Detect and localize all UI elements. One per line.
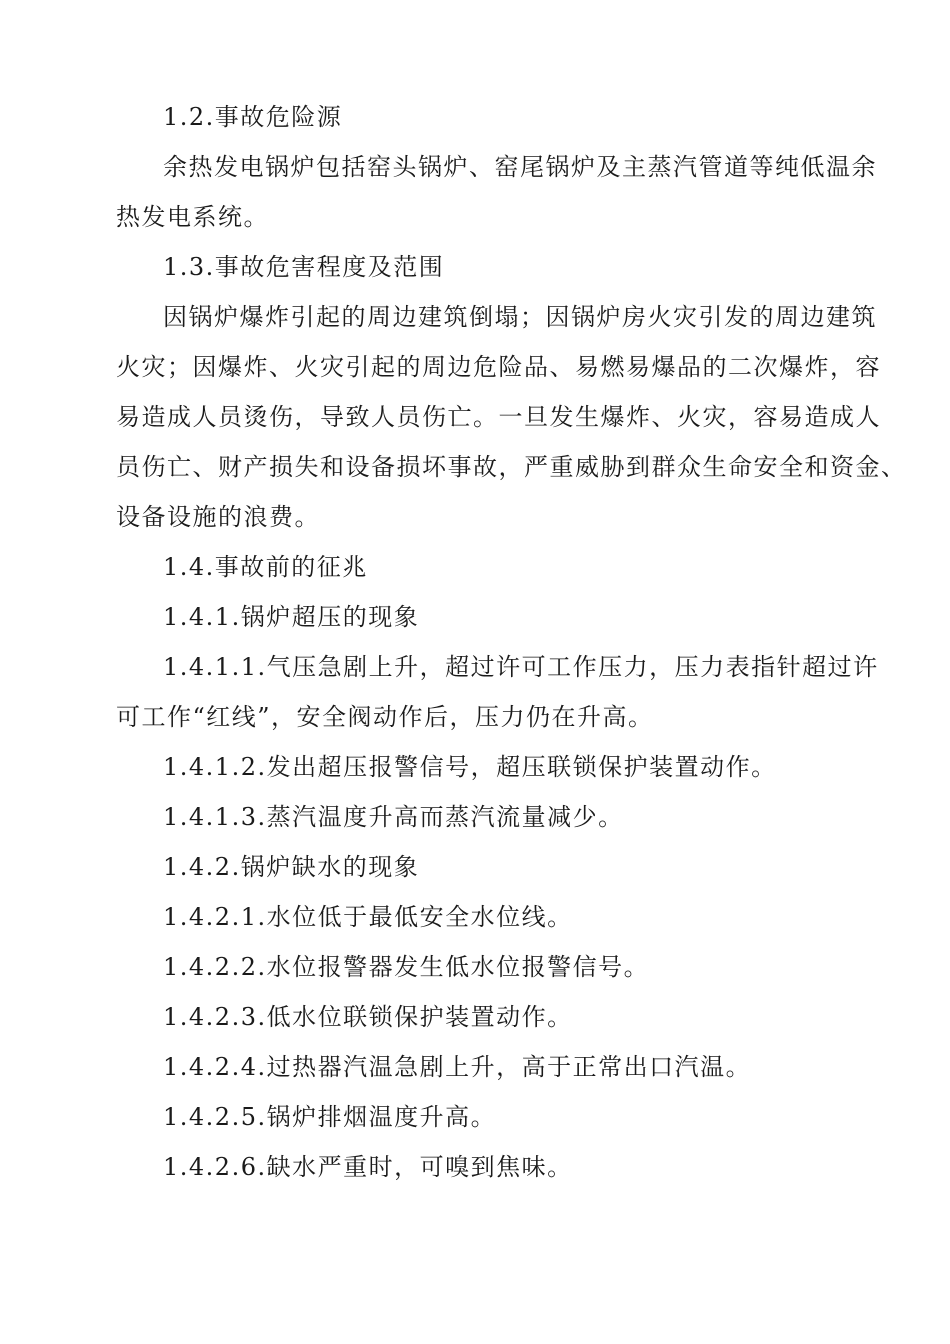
list-item: 1.4.2.1.水位低于最低安全水位线。: [163, 903, 573, 931]
list-item: 1.4.2.4.过热器汽温急剧上升，高于正常出口汽温。: [163, 1053, 752, 1081]
list-item-continuation: 可工作“红线”，安全阀动作后，压力仍在升高。: [116, 703, 654, 731]
section-heading-1-2: 1.2.事故危险源: [163, 103, 343, 131]
list-item: 1.4.1.1.气压急剧上升，超过许可工作压力，压力表指针超过许: [163, 653, 879, 681]
paragraph-line: 易造成人员烫伤，导致人员伤亡。一旦发生爆炸、火灾，容易造成人: [116, 403, 881, 431]
section-heading-1-4: 1.4.事故前的征兆: [163, 553, 368, 581]
list-item: 1.4.2.3.低水位联锁保护装置动作。: [163, 1003, 573, 1031]
paragraph-line: 热发电系统。: [116, 203, 269, 231]
subsection-heading-1-4-2: 1.4.2.锅炉缺水的现象: [163, 853, 420, 881]
paragraph-line: 员伤亡、财产损失和设备损坏事故，严重威胁到群众生命安全和资金、: [116, 453, 907, 481]
list-item: 1.4.2.5.锅炉排烟温度升高。: [163, 1103, 497, 1131]
paragraph-line: 设备设施的浪费。: [116, 503, 320, 531]
paragraph-line: 因锅炉爆炸引起的周边建筑倒塌；因锅炉房火灾引发的周边建筑: [163, 303, 877, 331]
section-heading-1-3: 1.3.事故危害程度及范围: [163, 253, 445, 281]
paragraph-line: 余热发电锅炉包括窑头锅炉、窑尾锅炉及主蒸汽管道等纯低温余: [163, 153, 877, 181]
list-item: 1.4.2.2.水位报警器发生低水位报警信号。: [163, 953, 650, 981]
list-item: 1.4.1.3.蒸汽温度升高而蒸汽流量减少。: [163, 803, 624, 831]
subsection-heading-1-4-1: 1.4.1.锅炉超压的现象: [163, 603, 420, 631]
list-item: 1.4.1.2.发出超压报警信号，超压联锁保护装置动作。: [163, 753, 777, 781]
list-item: 1.4.2.6.缺水严重时，可嗅到焦味。: [163, 1153, 573, 1181]
paragraph-line: 火灾；因爆炸、火灾引起的周边危险品、易燃易爆品的二次爆炸，容: [116, 353, 881, 381]
